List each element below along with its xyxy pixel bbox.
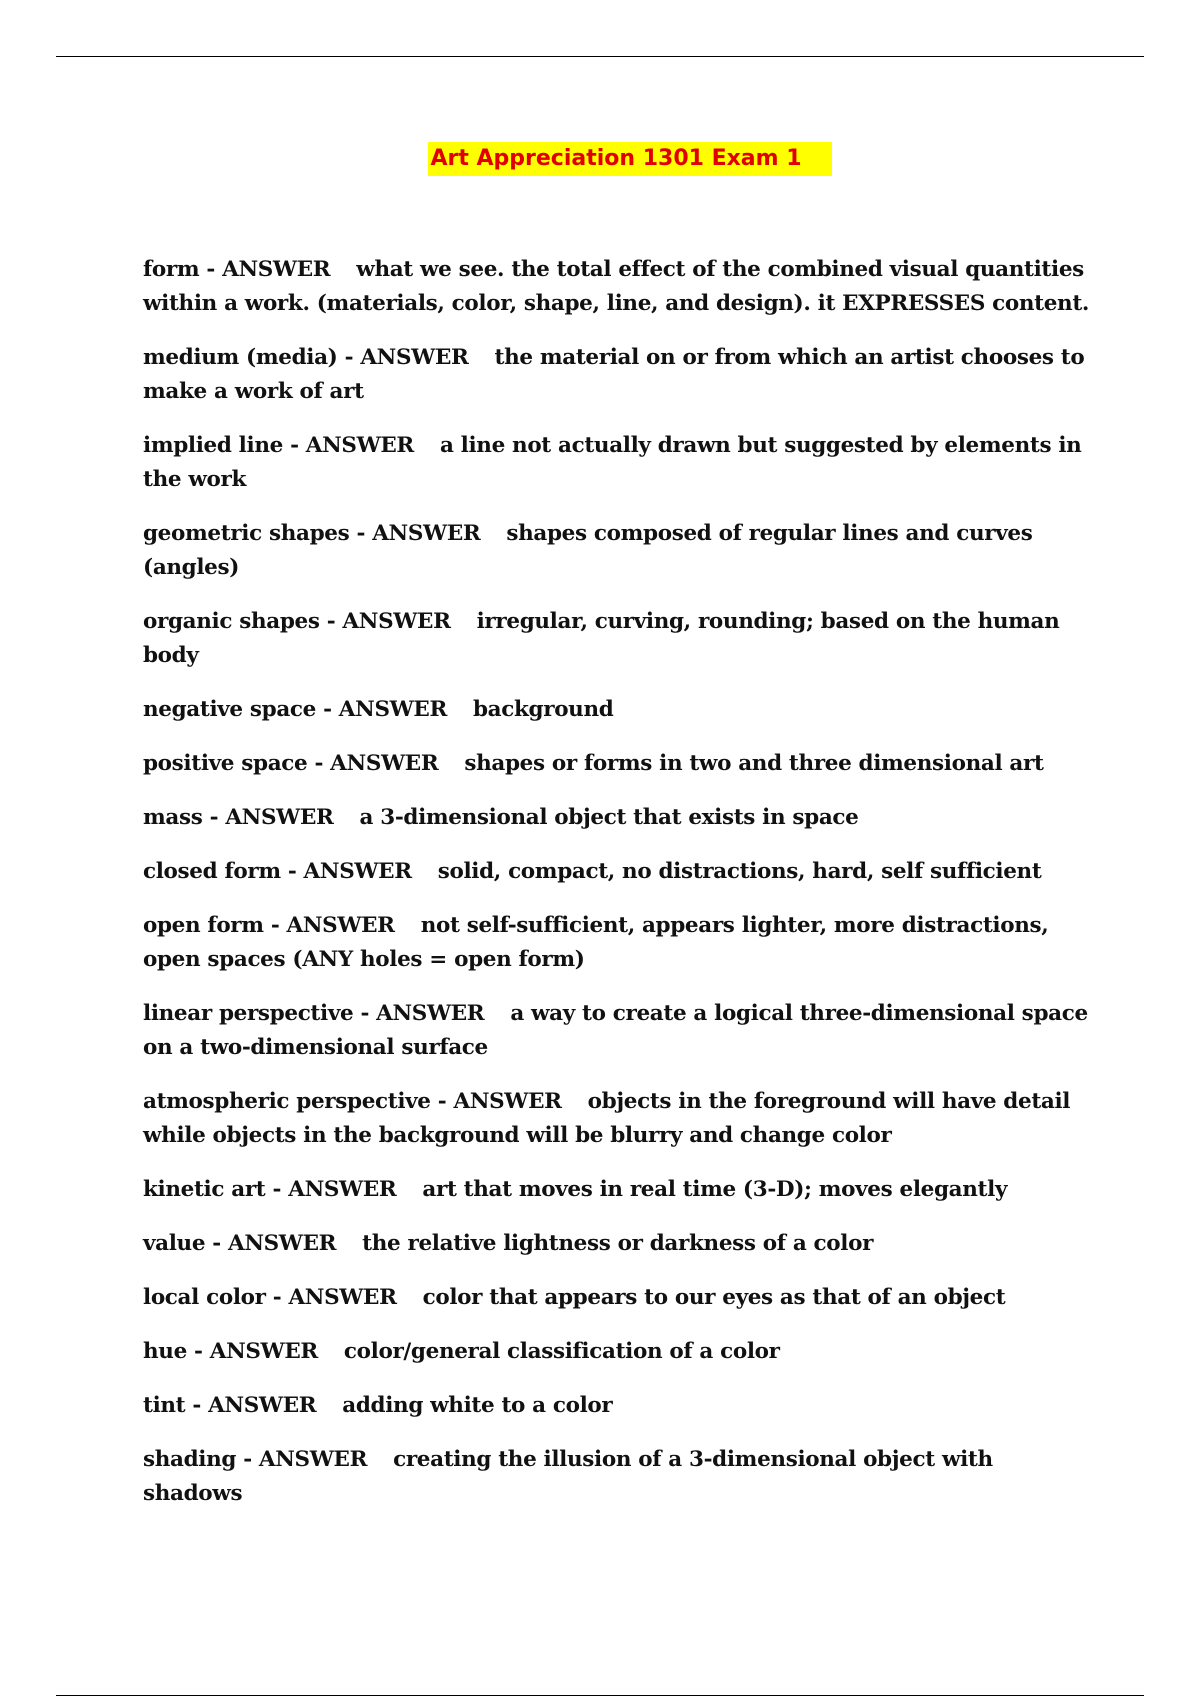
qa-item — [143, 1389, 1093, 1423]
qa-list — [143, 253, 1093, 1531]
term: kinetic art - ANSWER — [143, 1177, 397, 1202]
term: atmospheric perspective - ANSWER — [143, 1089, 562, 1114]
answer: color/general classification of a color — [343, 1339, 780, 1364]
answer: solid, compact, no distractions, hard, self sufficient — [437, 859, 1042, 884]
answer: a way to create a logical three-dimensional space on a two-dimensional surface — [143, 1001, 1088, 1060]
qa-item — [143, 1443, 1093, 1511]
term: shading - ANSWER — [143, 1447, 368, 1472]
answer: not self-sufficient, appears lighter, more distractions, open spaces (ANY holes = open form) — [143, 913, 1049, 972]
answer: color that appears to our eyes as that of an object — [422, 1285, 1006, 1310]
answer: art that moves in real time (3-D); moves elegantly — [422, 1177, 1008, 1202]
qa-item — [143, 341, 1093, 409]
qa-item — [143, 1085, 1093, 1153]
qa-item — [143, 253, 1093, 321]
qa-item — [143, 1173, 1093, 1207]
answer: creating the illusion of a 3-dimensional object with shadows — [143, 1447, 993, 1506]
qa-item — [143, 693, 1093, 727]
qa-item — [143, 429, 1093, 497]
term: mass - ANSWER — [143, 805, 334, 830]
bottom-rule — [56, 1695, 1144, 1696]
answer: background — [472, 697, 614, 722]
term: negative space - ANSWER — [143, 697, 447, 722]
term: organic shapes - ANSWER — [143, 609, 451, 634]
term: hue - ANSWER — [143, 1339, 318, 1364]
term: open form - ANSWER — [143, 913, 395, 938]
answer: a 3-dimensional object that exists in space — [359, 805, 859, 830]
term: tint - ANSWER — [143, 1393, 317, 1418]
term: positive space - ANSWER — [143, 751, 439, 776]
term: implied line - ANSWER — [143, 433, 414, 458]
top-rule — [56, 56, 1144, 57]
qa-item — [143, 997, 1093, 1065]
qa-item — [143, 855, 1093, 889]
term: linear perspective - ANSWER — [143, 1001, 485, 1026]
qa-item — [143, 747, 1093, 781]
qa-item — [143, 1227, 1093, 1261]
title-block — [0, 142, 1200, 176]
answer: shapes composed of regular lines and curves (angles) — [143, 521, 1033, 580]
qa-item — [143, 605, 1093, 673]
answer: a line not actually drawn but suggested by elements in the work — [143, 433, 1082, 492]
answer: the material on or from which an artist chooses to make a work of art — [143, 345, 1085, 404]
term: value - ANSWER — [143, 1231, 337, 1256]
document-title: Art Appreciation 1301 Exam 1 — [428, 142, 831, 176]
qa-item — [143, 909, 1093, 977]
answer: objects in the foreground will have detail while objects in the background will be blurry and change color — [143, 1089, 1071, 1148]
answer: shapes or forms in two and three dimensional art — [464, 751, 1044, 776]
answer: what we see. the total effect of the combined visual quantities within a work. (materials, color, shape, line, and design). it EXPRESSES content. — [143, 257, 1090, 316]
term: local color - ANSWER — [143, 1285, 397, 1310]
answer: the relative lightness or darkness of a color — [362, 1231, 874, 1256]
term: medium (media) - ANSWER — [143, 345, 469, 370]
qa-item — [143, 1281, 1093, 1315]
qa-item — [143, 517, 1093, 585]
answer: adding white to a color — [342, 1393, 613, 1418]
answer: irregular, curving, rounding; based on the human body — [143, 609, 1060, 668]
qa-item — [143, 801, 1093, 835]
term: geometric shapes - ANSWER — [143, 521, 481, 546]
qa-item — [143, 1335, 1093, 1369]
term: form - ANSWER — [143, 257, 331, 282]
term: closed form - ANSWER — [143, 859, 412, 884]
